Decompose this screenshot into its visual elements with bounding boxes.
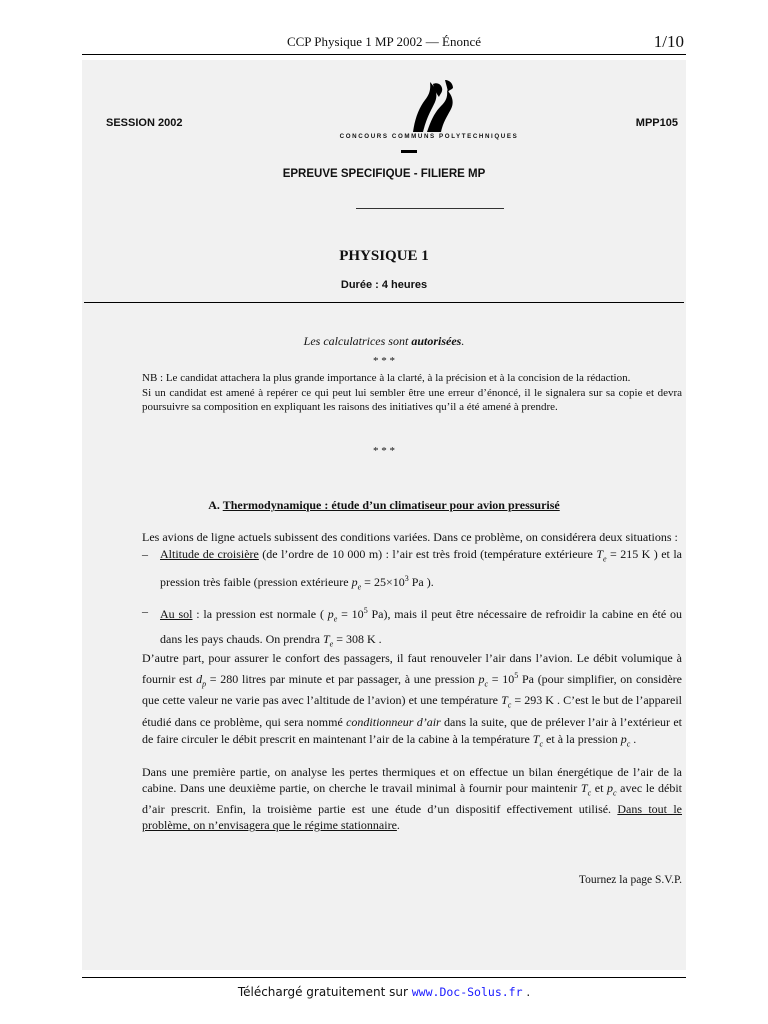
exam-code: MPP105 <box>635 117 678 129</box>
intro-paragraph: Les avions de ligne actuels subissent des conditions variées. Dans ce problème, on considérera deux situations : – Altitude de croisière (de l’ordre de 10 000 m) : l’air est très froid (température extérieure $T_e = 215$ K ) et la pression très faible (pression extérieure $p_e = 25\times 10^3$ Pa ). – Au sol : la pression est normale ( $p_e = 10^5$ Pa), mais il peut être nécessaire de refroidir la cabine en été ou dans les pays chauds. On prendra $T_e = 308$ K . <box>142 529 682 655</box>
list-item: – Au sol : la pression est normale ( $p_e = 10^5$ Pa), mais il peut être nécessaire de refroidir la cabine en été ou dans les pays chauds. On prendra $T_e = 308$ K . <box>142 603 682 649</box>
header-rule <box>82 54 686 55</box>
title-rule <box>84 302 684 303</box>
flow-paragraph: D’autre part, pour assurer le confort des passagers, il faut renouveler l’air dans l’avion. Le débit volumique à fournir est $d_p = 280$ litres par minute et par passager, à une pression $p_c = 10^5$ Pa (pour simplifier, on considère que cette valeur ne varie pas avec l’altitude de l’avion) et une température $T_c = 293$ K . C’est le but de l’appareil étudié dans ce problème, qui sera nommé conditionneur d’air dans la suite, que de prélever l’air à l’extérieur et de faire circuler le débit prescrit en maintenant l’air de la cabine à la température $T_c$ et à la pression $p_c$ . <box>142 651 683 749</box>
footer: Téléchargé gratuitement sur www.Doc-Solus.fr . <box>237 985 531 999</box>
calculator-note: Les calculatrices sont autorisées. <box>303 334 465 348</box>
logo-underbar <box>401 150 417 153</box>
duration: Durée : 4 heures <box>340 279 428 291</box>
list-item: – Altitude de croisière (de l’ordre de 10 000 m) : l’air est très froid (température extérieure $T_e = 215$ K ) et la pression très faible (pression extérieure $p_e = 25\times 10^3$ Pa ). <box>142 547 682 592</box>
separator-stars: * * * <box>373 445 395 457</box>
epreuve-title: EPREUVE SPECIFIQUE - FILIERE MP <box>282 168 486 180</box>
section-title: A. Thermodynamique : étude d’un climatiseur pour avion pressurisé <box>208 498 560 512</box>
nb-block <box>142 371 682 415</box>
subject-title: PHYSIQUE 1 <box>339 248 429 264</box>
ccp-logo-icon <box>405 78 463 134</box>
page-number: 1/10 <box>653 32 684 51</box>
short-rule <box>356 208 504 209</box>
nb-paragraph: Si un candidat est amené à repérer ce qui peut lui sembler être une erreur d’énoncé, il le signalera sur sa copie et devra poursuivre sa composition en expliquant les raisons des initiatives qu’il a été amené à prendre. <box>142 386 682 414</box>
doc-solus-link[interactable]: www.Doc-Solus.fr <box>411 985 523 999</box>
scanned-page-area <box>82 60 686 970</box>
nb-paragraph: NB : Le candidat attachera la plus grande importance à la clarté, à la précision et à la concision de la rédaction. <box>142 372 631 384</box>
running-title: CCP Physique 1 MP 2002 — Énoncé <box>286 34 482 49</box>
session-label: SESSION 2002 <box>106 117 183 129</box>
plan-paragraph: Dans une première partie, on analyse les pertes thermiques et on effectue un bilan énergétique de l’air de la cabine. Dans une deuxième partie, on cherche le travail minimal à fournir pour maintenir $T_c$ et $p_c$ avec le débit d’air prescrit. Enfin, la troisième partie est une étude d’un dispositif effectivement utilisé. Dans tout le problème, on n’envisagera que le régime stationnaire. <box>142 765 682 833</box>
footer-rule <box>82 977 686 978</box>
logo-text: CONCOURS COMMUNS POLYTECHNIQUES <box>339 133 519 140</box>
turn-page-note: Tournez la page S.V.P. <box>578 874 682 886</box>
separator-stars: * * * <box>373 355 395 367</box>
